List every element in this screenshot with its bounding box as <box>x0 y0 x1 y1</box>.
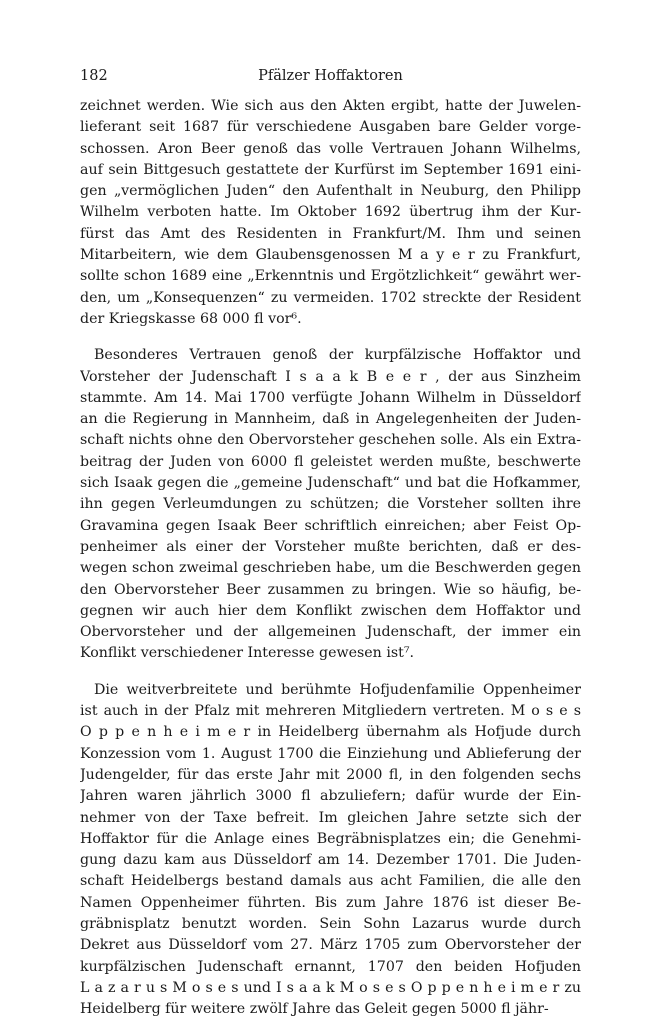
paragraph-spacer <box>80 330 581 345</box>
text-line: den, um „Konsequenzen“ zu vermeiden. 1702 streckte der Resident <box>80 289 581 306</box>
text-line: gegnen wir auch hier dem Konflikt zwischen dem Hoffaktor und <box>80 602 581 619</box>
text-line: an die Regierung in Mannheim, daß in Angelegenheiten der Juden- <box>80 411 581 428</box>
text-line: auf sein Bittgesuch gestattete der Kurfürst im September 1691 eini- <box>80 161 581 178</box>
text-line: schaft nichts ohne den Obervorsteher geschehen solle. Als ein Extra- <box>80 432 581 449</box>
text-line: kurpfälzischen Judenschaft ernannt, 1707 den beiden Hofjuden <box>80 958 581 975</box>
text-line: zeichnet werden. Wie sich aus den Akten ergibt, hatte der Juwelen- <box>80 98 581 114</box>
text-line: L a z a r u s M o s e s und I s a a k M o s e s O p p e n h e i m e r zu <box>80 979 581 996</box>
text-line: Jahren waren jährlich 3000 fl abzuliefern; dafür wurde der Ein- <box>80 788 581 805</box>
text-line: Vorsteher der Judenschaft I s a a k B e e r , der aus Sinzheim <box>80 368 581 385</box>
text-line: ihn gegen Verleumdungen zu schützen; die Vorsteher sollten ihre <box>80 496 581 513</box>
text-line: der Kriegskasse 68 000 fl vor⁶. <box>80 310 302 327</box>
text-line: ist auch in der Pfalz mit mehreren Mitgliedern vertreten. M o s e s <box>80 703 581 720</box>
text-line: nehmer von der Taxe befreit. Im gleichen Jahre setzte sich der <box>80 809 581 826</box>
paragraph <box>80 680 581 1020</box>
text-line: Die weitverbreitete und berühmte Hofjudenfamilie Oppenheimer <box>94 681 581 698</box>
text-line: den Obervorsteher Beer zusammen zu bringen. Wie so häufig, be- <box>80 581 581 598</box>
text-line: lieferant seit 1687 für verschiedene Ausgaben bare Gelder vorge- <box>80 119 581 136</box>
text-line: sollte schon 1689 eine „Erkenntnis und Ergötzlichkeit“ gewährt wer- <box>80 268 581 285</box>
text-line: Besonderes Vertrauen genoß der kurpfälzische Hoffaktor und <box>94 347 581 364</box>
text-line: beitrag der Juden von 6000 fl geleistet werden mußte, beschwerte <box>80 453 581 470</box>
text-line: Obervorsteher und der allgemeinen Judenschaft, der immer ein <box>80 624 581 641</box>
text-line: O p p e n h e i m e r in Heidelberg übernahm als Hofjude durch <box>80 724 581 741</box>
running-title: Pfälzer Hoffaktoren <box>258 68 403 84</box>
text-line: schaft Heidelbergs bestand damals aus acht Familien, die alle den <box>80 873 581 890</box>
page-header <box>80 66 581 86</box>
text-line: gen „vermöglichen Juden“ den Aufenthalt in Neuburg, den Philipp <box>80 183 581 200</box>
text-line: Hoffaktor für die Anlage eines Begräbnisplatzes ein; die Genehmi- <box>80 830 581 847</box>
text-line: schossen. Aron Beer genoß das volle Vertrauen Johann Wilhelms, <box>80 140 581 157</box>
text-line: Judengelder, für das erste Jahr mit 2000 fl, in den folgenden sechs <box>80 766 581 783</box>
paragraph <box>80 96 581 330</box>
text-line: gräbnisplatz benutzt worden. Sein Sohn Lazarus wurde durch <box>80 915 581 932</box>
text-line: Wilhelm verboten hatte. Im Oktober 1692 übertrug ihm der Kur- <box>80 204 581 221</box>
text-line: Gravamina gegen Isaak Beer schriftlich einreichen; aber Feist Op- <box>80 517 581 534</box>
paragraph <box>80 345 581 664</box>
text-line: Konzession vom 1. August 1700 die Einziehung und Ablieferung der <box>80 745 581 762</box>
paragraph-spacer <box>80 665 581 680</box>
text-line: penheimer als einer der Vorsteher mußte berichten, daß er des- <box>80 538 581 555</box>
text-line: Heidelberg für weitere zwölf Jahre das Geleit gegen 5000 fl jähr- <box>80 1001 549 1018</box>
text-line: gung dazu kam aus Düsseldorf am 14. Dezember 1701. Die Juden- <box>80 852 581 869</box>
text-line: Dekret aus Düsseldorf vom 27. März 1705 zum Obervorsteher der <box>80 937 581 954</box>
body-text <box>80 96 581 1020</box>
text-line: Namen Oppenheimer führten. Bis zum Jahre 1876 ist dieser Be- <box>80 894 581 911</box>
text-line: stammte. Am 14. Mai 1700 verfügte Johann Wilhelm in Düsseldorf <box>80 389 581 406</box>
text-line: fürst das Amt des Residenten in Frankfurt/M. Ihm und seinen <box>80 225 581 242</box>
text-line: wegen schon zweimal geschrieben habe, um die Beschwerden gegen <box>80 560 581 577</box>
page-number: 182 <box>80 68 108 84</box>
text-line: Mitarbeitern, wie dem Glaubensgenossen M a y e r zu Frankfurt, <box>80 247 581 264</box>
text-line: sich Isaak gegen die „gemeine Judenschaft“ und bat die Hofkammer, <box>80 475 581 492</box>
text-line: Konflikt verschiedener Interesse gewesen ist⁷. <box>80 645 415 662</box>
